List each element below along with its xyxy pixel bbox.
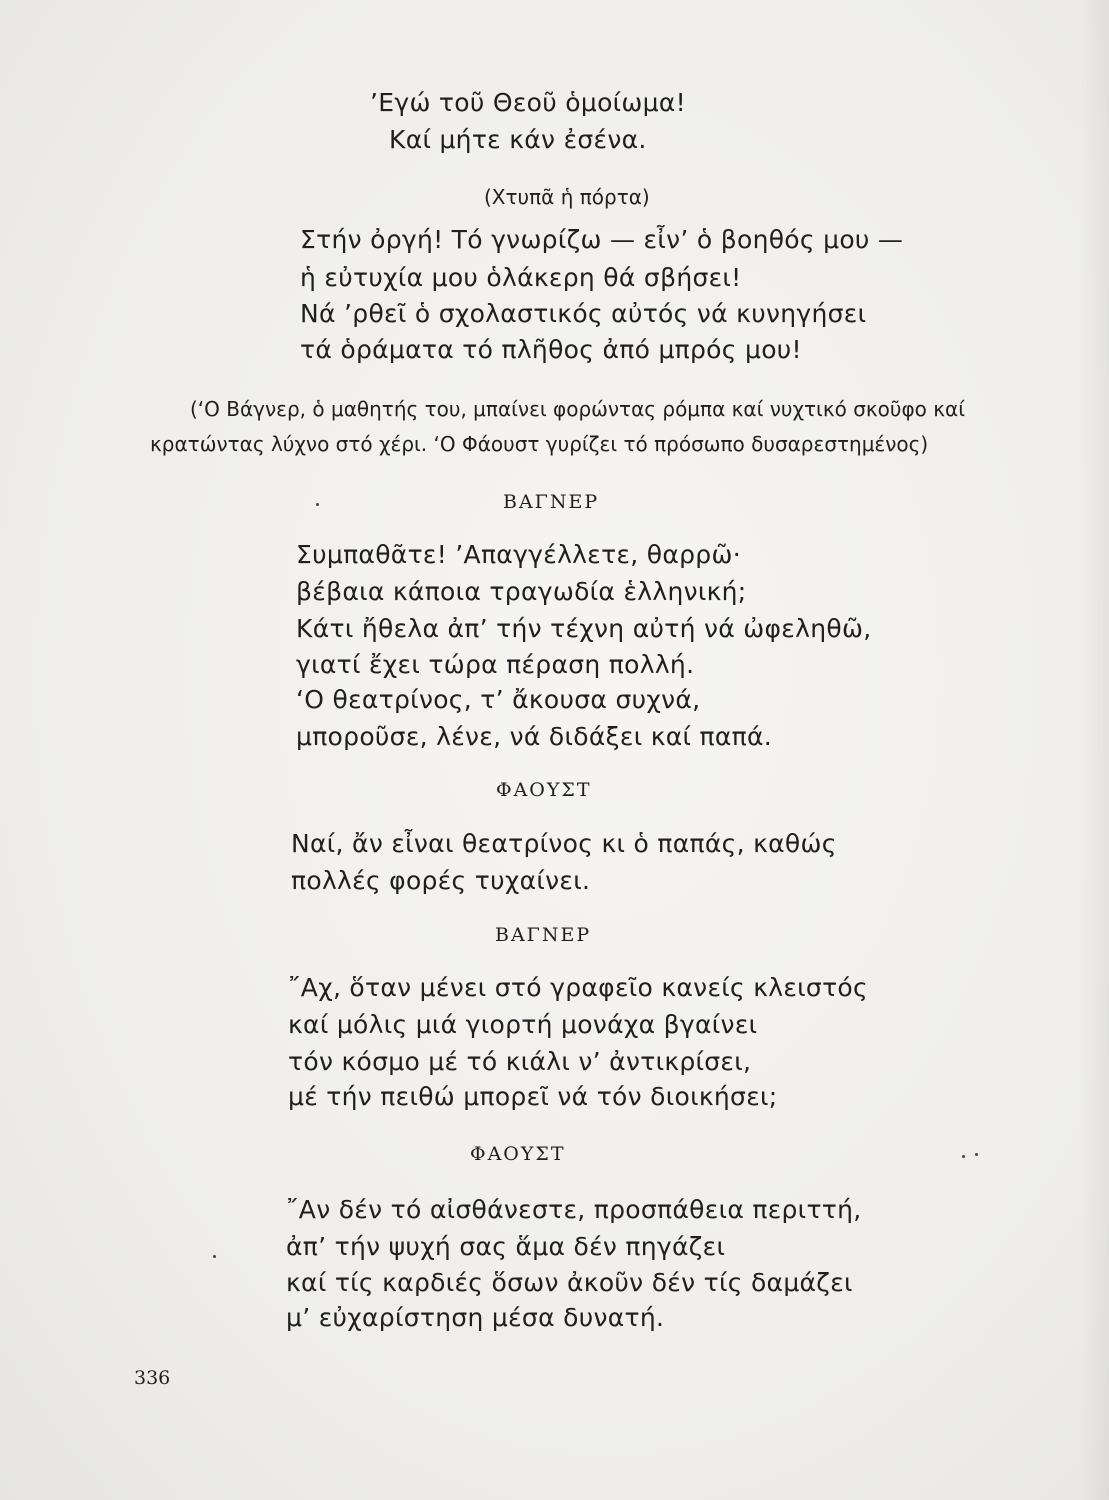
- verse-line: μ’ εὐχαρίστηση μέσα δυνατή.: [286, 1303, 665, 1332]
- verse-line: ἡ εὐτυχία μου ὁλάκερη θά σβήσει!: [300, 263, 742, 292]
- verse-line: τά ὁράματα τό πλῆθος ἀπό μπρός μου!: [300, 335, 802, 364]
- verse-line: Καί μήτε κάν ἐσένα.: [389, 125, 647, 154]
- stage-direction: κρατώντας λύχνο στό χέρι. ‘Ο Φάουστ γυρίζει τό πρόσωπο δυσαρεστημένος): [150, 432, 929, 456]
- verse-line: καί μόλις μιά γιορτή μονάχα βγαίνει: [288, 1010, 758, 1039]
- verse-line: Στήν ὀργή! Τό γνωρίζω — εἶν’ ὁ βοηθός μου —: [300, 225, 904, 254]
- speaker-name: ΒΑΓΝΕΡ: [495, 924, 592, 946]
- verse-line: Κάτι ἤθελα ἀπ’ τήν τέχνη αὐτή νά ὠφεληθῶ,: [296, 614, 872, 643]
- speaker-name: ΦΑΟΥΣΤ: [470, 1143, 566, 1165]
- verse-line: Νά ’ρθεῖ ὁ σχολαστικός αὐτός νά κυνηγήσει: [300, 299, 867, 328]
- scan-speck: [975, 1153, 978, 1156]
- page-number: 336: [134, 1367, 171, 1389]
- scan-speck: [316, 503, 319, 506]
- verse-line: ἀπ’ τήν ψυχή σας ἅμα δέν πηγάζει: [286, 1232, 726, 1261]
- verse-line: ῎Αν δέν τό αἰσθάνεστε, προσπάθεια περιττή,: [286, 1195, 862, 1224]
- speaker-name: ΒΑΓΝΕΡ: [503, 491, 600, 513]
- verse-line: Συμπαθᾶτε! ’Απαγγέλλετε, θαρρῶ·: [296, 540, 741, 569]
- verse-line: τόν κόσμο μέ τό κιάλι ν’ ἀντικρίσει,: [288, 1047, 752, 1076]
- scan-speck: [962, 1155, 965, 1158]
- verse-line: ῎Αχ, ὅταν μένει στό γραφεῖο κανείς κλειστός: [288, 973, 869, 1002]
- verse-line: μποροῦσε, λένε, νά διδάξει καί παπά.: [296, 722, 773, 751]
- stage-direction: (Χτυπᾶ ἡ πόρτα): [484, 185, 650, 209]
- verse-line: ’Εγώ τοῦ Θεοῦ ὁμοίωμα!: [370, 88, 686, 117]
- verse-line: καί τίς καρδιές ὅσων ἀκοῦν δέν τίς δαμάζει: [286, 1268, 853, 1297]
- verse-line: Ναί, ἄν εἶναι θεατρίνος κι ὁ παπάς, καθώς: [291, 829, 837, 858]
- verse-line: μέ τήν πειθώ μπορεῖ νά τόν διοικήσει;: [288, 1082, 778, 1111]
- verse-line: γιατί ἔχει τώρα πέραση πολλή.: [296, 650, 695, 679]
- verse-line: ‘Ο θεατρίνος, τ’ ἄκουσα συχνά,: [296, 685, 701, 714]
- scan-speck: [213, 1255, 216, 1258]
- stage-direction: (‘Ο Βάγνερ, ὁ μαθητής του, μπαίνει φορώντας ρόμπα καί νυχτικό σκοῦφο καί: [190, 397, 965, 421]
- speaker-name: ΦΑΟΥΣΤ: [496, 779, 592, 801]
- verse-line: βέβαια κάποια τραγωδία ἑλληνική;: [296, 577, 747, 606]
- page-edge-shadow: [1079, 0, 1109, 1500]
- verse-line: πολλές φορές τυχαίνει.: [291, 866, 591, 895]
